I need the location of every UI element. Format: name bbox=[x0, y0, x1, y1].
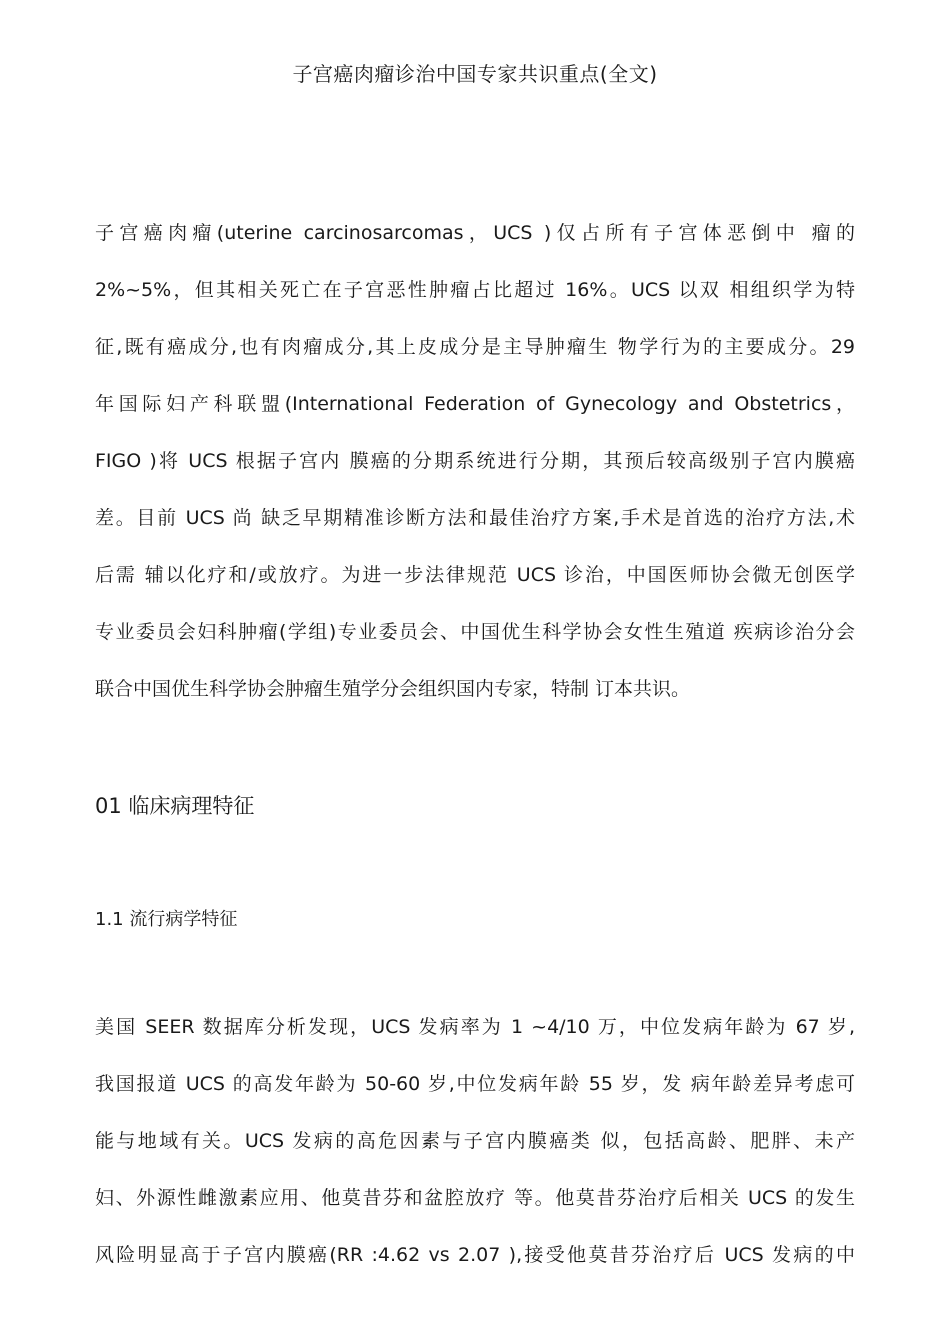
document-title: 子宫癌肉瘤诊治中国专家共识重点(全文) bbox=[292, 62, 658, 86]
subsection-heading: 1.1 流行病学特征 bbox=[95, 909, 238, 930]
intro-line: FIGO )将 UCS 根据子宫内 膜癌的分期系统进行分期，其预后较高级别子宫内膜癌 bbox=[95, 450, 855, 472]
epidemiology-line: 我国报道 UCS 的高发年龄为 50-60 岁,中位发病年龄 55 岁，发 病年龄差异考虑可 bbox=[95, 1073, 855, 1095]
epidemiology-line: 美国 SEER 数据库分析发现，UCS 发病率为 1 ~4/10 万，中位发病年龄为 67 岁, bbox=[95, 1016, 855, 1038]
intro-line: 征,既有癌成分,也有肉瘤成分,其上皮成分是主导肿瘤生 物学行为的主要成分。29 bbox=[95, 336, 855, 358]
section-heading: 01 临床病理特征 bbox=[95, 794, 255, 818]
intro-line: 年国际妇产科联盟(International Federation of Gynecology and Obstetrics， bbox=[95, 393, 855, 415]
epidemiology-line: 能与地域有关。UCS 发病的高危因素与子宫内膜癌类 似，包括高龄、肥胖、未产 bbox=[95, 1130, 855, 1152]
intro-line: 联合中国优生科学协会肿瘤生殖学分会组织国内专家，特制 订本共识。 bbox=[95, 678, 691, 700]
epidemiology-line: 风险明显高于子宫内膜癌(RR :4.62 vs 2.07 ),接受他莫昔芬治疗后 UCS 发病的中 bbox=[95, 1244, 855, 1266]
intro-line: 专业委员会妇科肿瘤(学组)专业委员会、中国优生科学协会女性生殖道 疾病诊治分会 bbox=[95, 621, 855, 643]
epidemiology-line: 妇、外源性雌激素应用、他莫昔芬和盆腔放疗 等。他莫昔芬治疗后相关 UCS 的发生 bbox=[95, 1187, 855, 1209]
intro-line: 2%~5%，但其相关死亡在子宫恶性肿瘤占比超过 16%。UCS 以双 相组织学为特 bbox=[95, 279, 855, 301]
intro-line: 子宫癌肉瘤(uterine carcinosarcomas，UCS )仅占所有子宫体恶倒中 瘤的 bbox=[95, 222, 855, 244]
intro-line: 差。目前 UCS 尚 缺乏早期精准诊断方法和最佳治疗方案,手术是首选的治疗方法,术 bbox=[95, 507, 855, 529]
intro-line: 后需 辅以化疗和/或放疗。为进一步法律规范 UCS 诊治，中国医师协会微无创医学 bbox=[95, 564, 855, 586]
